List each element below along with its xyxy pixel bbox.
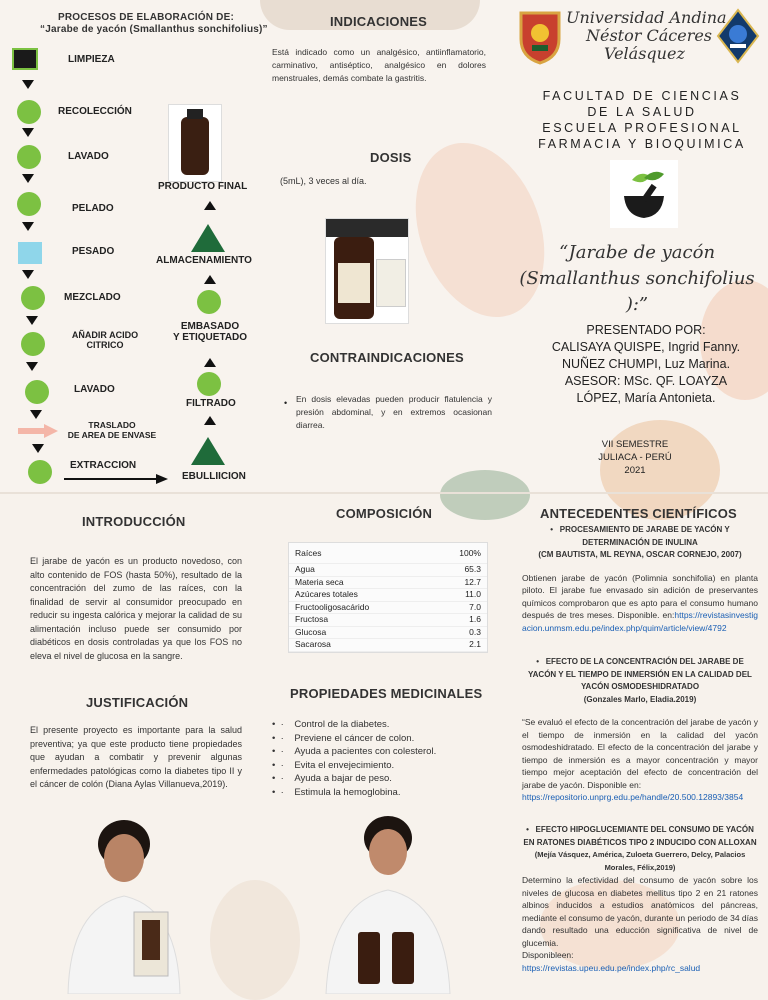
antecedente-heading: • EFECTO HIPOGLUCEMIANTE DEL CONSUMO DE YACÓN EN RATONES DIABÉTICOS TIPO 2 INDUCIDO CON ALLOXAN — [523, 825, 757, 847]
presenter-photo-left — [62, 816, 186, 994]
step-producto-final: PRODUCTO FINAL — [158, 181, 248, 192]
contraindicaciones-text: En dosis elevadas pueden producir flatulencia y presión abdominal, y en extremos ocasionan diarrea. — [296, 394, 492, 430]
arrow-down-icon — [22, 174, 34, 183]
step-embasado: EMBASADO Y ETIQUETADO — [172, 321, 248, 343]
composicion-title: COMPOSICIÓN — [336, 506, 433, 521]
antecedente-1 — [522, 524, 758, 634]
step-ebullicion: EBULLIICION — [182, 471, 246, 482]
antecedente-heading: • PROCESAMIENTO DE JARABE DE YACÓN Y DETERMINACIÓN DE INULINA — [550, 525, 730, 547]
indicaciones-title: INDICACIONES — [330, 14, 428, 29]
antecedentes-title: ANTECEDENTES CIENTÍFICOS — [540, 506, 737, 521]
step-circle — [17, 145, 41, 169]
step-almacenamiento: ALMACENAMIENTO — [156, 255, 252, 266]
step-circle — [197, 372, 221, 396]
step-filtrado: FILTRADO — [186, 398, 236, 409]
pharmacy-mortar-icon — [610, 160, 678, 228]
university-name-line2: Néstor Cáceres — [586, 26, 713, 45]
antecedente-2 — [522, 656, 758, 804]
process-subtitle: “Jarabe de yacón (Smallanthus sonchifolius)” — [40, 24, 268, 35]
arrow-up-icon — [204, 358, 216, 367]
arrow-up-icon — [204, 416, 216, 425]
arrow-up-icon — [204, 201, 216, 210]
step-marker-black — [12, 48, 38, 70]
antecedente-authors: (CM BAUTISTA, ML REYNA, OSCAR CORNEJO, 2007) — [538, 550, 742, 559]
step-extraccion: EXTRACCION — [70, 460, 137, 471]
decor-blob — [210, 880, 300, 1000]
arrow-down-icon — [26, 316, 38, 325]
step-pesado: PESADO — [72, 246, 115, 257]
antecedente-text: Determino la efectividad del consumo de yacón sobre los niveles de glucosa en diabetes mellitus tipo 2 en 21 ratones albinos inducidos a estudios anatómicos del páncreas, mediante el consumo de yacón, durante un periodo de 34 días dando resultado una educción significativa de nivel de glucemia. — [522, 875, 758, 948]
antecedente-authors: (Gonzales Marlo, Eladia.2019) — [583, 694, 697, 704]
step-limpieza: LIMPIEZA — [68, 54, 115, 65]
arrow-right-pink-icon — [18, 424, 58, 438]
arrow-down-icon — [30, 410, 42, 419]
decor-blob — [440, 470, 530, 520]
arrow-down-icon — [22, 80, 34, 89]
propiedades-title: PROPIEDADES MEDICINALES — [290, 686, 483, 701]
composition-table — [288, 542, 488, 653]
antecedente-link[interactable]: https://revistas.upeu.edu.pe/index.php/rc_salud — [522, 962, 701, 973]
step-circle — [17, 100, 41, 124]
table-row: Fructooligosacárido 7.0 — [289, 602, 487, 615]
step-lavado: LAVADO — [68, 151, 109, 162]
table-row: Raíces 100% — [289, 543, 487, 564]
product-bottle-image — [168, 104, 222, 182]
table-row: Agua 65.3 — [289, 564, 487, 577]
arrow-up-icon — [204, 275, 216, 284]
step-acido-citrico: AÑADIR ACIDO CITRICO — [71, 330, 139, 350]
faculty-seal-logo — [716, 8, 760, 64]
introduccion-text: El jarabe de yacón es un producto novedoso, con alto contenido de FOS (hasta 50%), resultado de la concentración del zumo de las raíces, con la finalidad de servir al consumidor preocupado en reducir su ingesta calórica y mejorar la calidad de su alimentación incluso puede ser consumido por diabéticos en dosis controladas ya que los FOS no eleva el nivel de glucosa en la sangre. — [30, 556, 242, 661]
antecedente-3 — [522, 824, 758, 974]
author-line: ASESOR: MSc. QF. LOAYZA — [564, 374, 728, 388]
arrow-down-icon — [26, 362, 38, 371]
step-marker-square — [18, 242, 42, 264]
introduccion-title: INTRODUCCIÓN — [82, 514, 186, 529]
university-name-line1: Universidad Andina — [566, 8, 727, 27]
list-item: • · Estimula la hemoglobina. — [272, 786, 401, 798]
university-shield-logo — [517, 9, 563, 65]
presenter-photo-right — [318, 812, 458, 994]
arrow-down-icon — [22, 128, 34, 137]
indicaciones-text: Está indicado como un analgésico, antiinflamatorio, carminativo, antiséptico, analgésico en dolores menstruales, demás combate la gastritis. — [272, 47, 486, 83]
step-traslado: TRASLADO DE AREA DE ENVASE — [67, 420, 157, 440]
presented-by-block — [528, 322, 764, 407]
table-row: Glucosa 0.3 — [289, 627, 487, 640]
list-item: • · Control de la diabetes. — [272, 719, 390, 730]
project-title: “Jarabe de yacón (Smallanthus sonchifolius ):” — [519, 242, 755, 315]
author-line: LÓPEZ, María Antonieta. — [576, 391, 716, 405]
step-circle — [21, 286, 45, 310]
step-circle — [25, 380, 49, 404]
justificacion-text: El presente proyecto es importante para la salud preventiva; ya que este producto tiene propiedades que ayudan a combatir y prevenir algunas enfermedades patológicas como la diabetes tipo II y el cáncer de colón (Diana Aylas Villanueva,2019). — [30, 725, 242, 789]
antecedente-text: “Se evaluó el efecto de la concentración del jarabe de yacón y el tiempo de inmersión en la calidad del yacón osmodeshidratado. El efecto de la concentración del jarabe y tiempo de inmersión es a mayor concentración y mayor tiempo mejor aceptación del efecto de concentración del jarabe de yacón. Disponible en: — [522, 717, 758, 790]
author-line: NUÑEZ CHUMPI, Luz Marina. — [561, 357, 731, 371]
table-row: Fructosa 1.6 — [289, 614, 487, 627]
university-name-line3: Velásquez — [604, 44, 685, 63]
semester: VII SEMESTRE — [601, 439, 669, 450]
faculty-line: DE LA SALUD — [587, 105, 697, 119]
faculty-line: ESCUELA PROFESIONAL — [542, 121, 742, 135]
divider-line — [0, 492, 768, 494]
year: 2021 — [624, 465, 646, 476]
list-item: • · Ayuda a pacientes con colesterol. — [272, 746, 437, 757]
presented-by-label: PRESENTADO POR: — [586, 323, 706, 337]
antecedente-text: Obtienen jarabe de yacón (Polimnia sonchifolia) en planta piloto. El jarabe fue envasado sin adición de preservantes químicos comprobaron que es apto para el consumo humano después de tres meses. Disponible. en: — [522, 572, 758, 620]
list-item: • · Ayuda a bajar de peso. — [272, 773, 392, 784]
antecedente-authors: (Mejía Vásquez, América, Zuloeta Guerrero, Delcy, Palacios Morales, Félix,2019) — [534, 850, 746, 872]
faculty-block — [528, 88, 756, 152]
contraindicaciones-bullet: • — [284, 398, 288, 408]
antecedente-available: Disponibleen: — [522, 950, 574, 960]
dosis-text: (5mL), 3 veces al día. — [280, 176, 367, 186]
step-recoleccion: RECOLECCIÓN — [58, 106, 132, 117]
step-mezclado: MEZCLADO — [64, 292, 121, 303]
list-item: • · Previene el cáncer de colon. — [272, 732, 415, 744]
table-row: Materia seca 12.7 — [289, 577, 487, 590]
antecedente-link[interactable]: https://repositorio.unprg.edu.pe/handle/20.500.12893/3854 — [522, 792, 744, 802]
propiedades-list — [272, 718, 492, 799]
list-item: • · Evita el envejecimiento. — [272, 759, 395, 771]
step-lavado-2: LAVADO — [74, 384, 115, 395]
arrow-down-icon — [32, 444, 44, 453]
author-line: CALISAYA QUISPE, Ingrid Fanny. — [551, 340, 741, 354]
arrow-down-icon — [22, 270, 34, 279]
table-row: Azúcares totales 11.0 — [289, 589, 487, 602]
step-circle — [17, 192, 41, 216]
justificacion-title: JUSTIFICACIÓN — [86, 695, 189, 710]
step-circle — [28, 460, 52, 484]
syrup-bottle-image — [325, 218, 409, 324]
table-row: Sacarosa 2.1 — [289, 639, 487, 652]
antecedente-heading: • EFECTO DE LA CONCENTRACIÓN DEL JARABE DE YACÓN Y EL TIEMPO DE INMERSIÓN EN LA CALIDAD DEL YACÓN OSMODESHIDRATADO — [528, 657, 752, 691]
faculty-line: FARMACIA Y BIOQUIMICA — [538, 137, 746, 151]
contraindicaciones-title: CONTRAINDICACIONES — [310, 350, 464, 365]
place: JULIACA - PERÚ — [598, 452, 672, 463]
faculty-line: FACULTAD DE CIENCIAS — [542, 89, 742, 103]
arrow-down-icon — [22, 222, 34, 231]
semester-block — [580, 438, 690, 477]
triangle-marker — [191, 224, 225, 252]
step-pelado: PELADO — [72, 203, 114, 214]
step-circle — [21, 332, 45, 356]
step-circle — [197, 290, 221, 314]
antecedente-link[interactable]: https://revistasinvestigacion.unmsm.edu.pe/index.php/quim/article/view/4792 — [522, 610, 758, 633]
long-arrow-right-icon — [64, 472, 168, 486]
dosis-title: DOSIS — [370, 150, 412, 165]
process-title: PROCESOS DE ELABORACIÓN DE: — [58, 12, 234, 23]
triangle-marker — [191, 437, 225, 465]
